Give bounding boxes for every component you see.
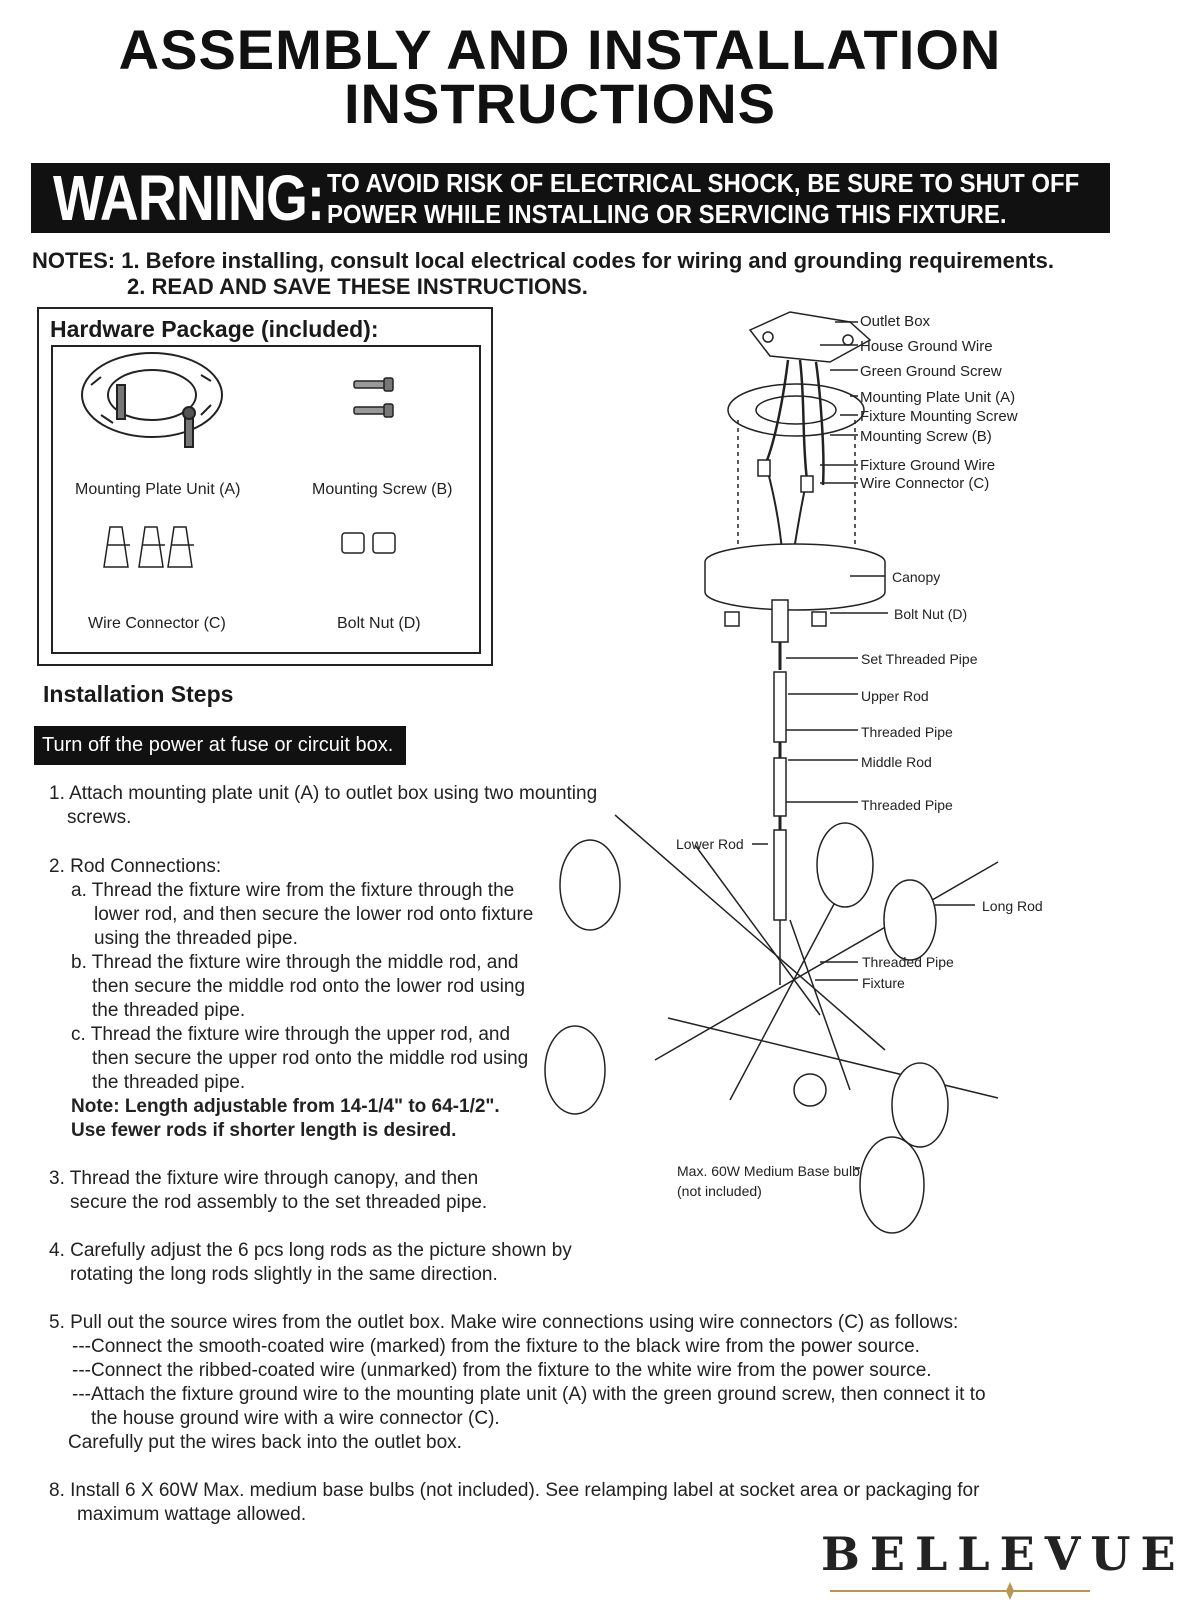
step-2b-line-1: b. Thread the fixture wire through the middle rod, and: [71, 952, 519, 973]
step-3-line-2: secure the rod assembly to the set threaded pipe.: [70, 1192, 488, 1213]
step-2-heading: 2. Rod Connections:: [49, 856, 222, 877]
step-2a-line-3: using the threaded pipe.: [94, 928, 298, 949]
hardware-label-mounting-screw: Mounting Screw (B): [312, 481, 453, 498]
step-2-note-line-1: Note: Length adjustable from 14-1/4" to 64-1/2".: [71, 1096, 500, 1117]
brand-underline-ornament: [830, 1580, 1090, 1602]
step-5-line-4: ---Attach the fixture ground wire to the mounting plate unit (A) with the green ground screw, then connect it to: [72, 1384, 986, 1405]
warning-word: WARNING:: [53, 162, 325, 234]
step-5-line-2: ---Connect the smooth-coated wire (marked) from the fixture to the black wire from the power source.: [72, 1336, 920, 1357]
wire-connector-icon: [104, 527, 194, 567]
step-2b-line-3: the threaded pipe.: [92, 1000, 246, 1021]
mounting-plate-icon: [82, 353, 222, 447]
step-3-line-1: 3. Thread the fixture wire through canopy, and then: [49, 1168, 479, 1189]
step-4-line-1: 4. Carefully adjust the 6 pcs long rods as the picture shown by: [49, 1240, 572, 1261]
mounting-plate-shape: [728, 384, 864, 436]
step-2a-line-2: lower rod, and then secure the lower rod onto fixture: [94, 904, 534, 925]
label-threaded-pipe-2: Threaded Pipe: [861, 797, 953, 813]
step-5-line-5: the house ground wire with a wire connector (C).: [91, 1408, 500, 1429]
notes-line-1: NOTES: 1. Before installing, consult local electrical codes for wiring and grounding requirements.: [32, 248, 1054, 273]
label-long-rod: Long Rod: [982, 898, 1043, 914]
label-outlet-box: Outlet Box: [860, 313, 931, 330]
label-set-threaded-pipe: Set Threaded Pipe: [861, 651, 978, 667]
step-2a-line-1: a. Thread the fixture wire from the fixture through the: [71, 880, 515, 901]
step-5-line-6: Carefully put the wires back into the outlet box.: [68, 1432, 462, 1453]
label-mounting-screw: Mounting Screw (B): [860, 428, 992, 445]
brand-logo: BELLEVUE: [821, 1527, 1186, 1581]
label-wire-connector: Wire Connector (C): [860, 475, 990, 492]
step-1-line-2: screws.: [67, 807, 132, 828]
label-mounting-plate-unit: Mounting Plate Unit (A): [860, 389, 1016, 406]
step-2c-line-3: the threaded pipe.: [92, 1072, 246, 1093]
label-bulb-line-1: Max. 60W Medium Base bulb: [677, 1163, 860, 1179]
label-house-ground-wire: House Ground Wire: [860, 338, 993, 355]
hardware-package-title: Hardware Package (included):: [50, 316, 379, 342]
step-2-note-line-2: Use fewer rods if shorter length is desired.: [71, 1120, 457, 1141]
hardware-label-mounting-plate: Mounting Plate Unit (A): [75, 481, 241, 498]
warning-line-2: POWER WHILE INSTALLING OR SERVICING THIS FIXTURE.: [327, 199, 1007, 229]
notes-line-2: 2. READ AND SAVE THESE INSTRUCTIONS.: [127, 274, 588, 299]
label-green-ground-screw: Green Ground Screw: [860, 363, 1002, 380]
step-1-line-1: 1. Attach mounting plate unit (A) to outlet box using two mounting: [49, 783, 598, 804]
warning-line-1: TO AVOID RISK OF ELECTRICAL SHOCK, BE SURE TO SHUT OFF: [327, 168, 1080, 198]
page-title-line-1: ASSEMBLY AND INSTALLATION: [118, 18, 1002, 81]
step-5-line-1: 5. Pull out the source wires from the outlet box. Make wire connections using wire connectors (C) as follows:: [49, 1312, 959, 1333]
label-lower-rod: Lower Rod: [676, 836, 744, 852]
step-8-line-2: maximum wattage allowed.: [77, 1504, 307, 1525]
label-canopy: Canopy: [892, 569, 941, 585]
label-fixture-ground-wire: Fixture Ground Wire: [860, 457, 996, 474]
hardware-label-wire-connector: Wire Connector (C): [88, 615, 226, 632]
step-2c-line-1: c. Thread the fixture wire through the upper rod, and: [71, 1024, 511, 1045]
label-upper-rod: Upper Rod: [861, 688, 929, 704]
label-threaded-pipe-1: Threaded Pipe: [861, 724, 953, 740]
step-8-line-1: 8. Install 6 X 60W Max. medium base bulbs (not included). See relamping label at socket area or packaging for: [49, 1480, 980, 1501]
warning-banner: [31, 163, 1110, 233]
label-middle-rod: Middle Rod: [861, 754, 932, 770]
power-off-notice: Turn off the power at fuse or circuit box.: [34, 726, 406, 765]
installation-steps-title: Installation Steps: [43, 681, 234, 707]
hardware-label-bolt-nut: Bolt Nut (D): [337, 615, 421, 632]
label-bulb-line-2: (not included): [677, 1183, 762, 1199]
label-fixture: Fixture: [862, 975, 905, 991]
page-title-line-2: INSTRUCTIONS: [344, 72, 776, 135]
label-threaded-pipe-3: Threaded Pipe: [862, 954, 954, 970]
step-2c-line-2: then secure the upper rod onto the middle rod using: [92, 1048, 529, 1069]
step-4-line-2: rotating the long rods slightly in the same direction.: [70, 1264, 498, 1285]
label-fixture-mounting-screw: Fixture Mounting Screw: [860, 408, 1018, 425]
canopy-shape: [705, 544, 885, 610]
step-2b-line-2: then secure the middle rod onto the lower rod using: [92, 976, 526, 997]
step-5-line-3: ---Connect the ribbed-coated wire (unmarked) from the fixture to the white wire from the power source.: [72, 1360, 932, 1381]
label-bolt-nut: Bolt Nut (D): [894, 606, 968, 622]
mounting-screw-icon: [354, 378, 393, 417]
bolt-nut-icon: [342, 533, 395, 553]
